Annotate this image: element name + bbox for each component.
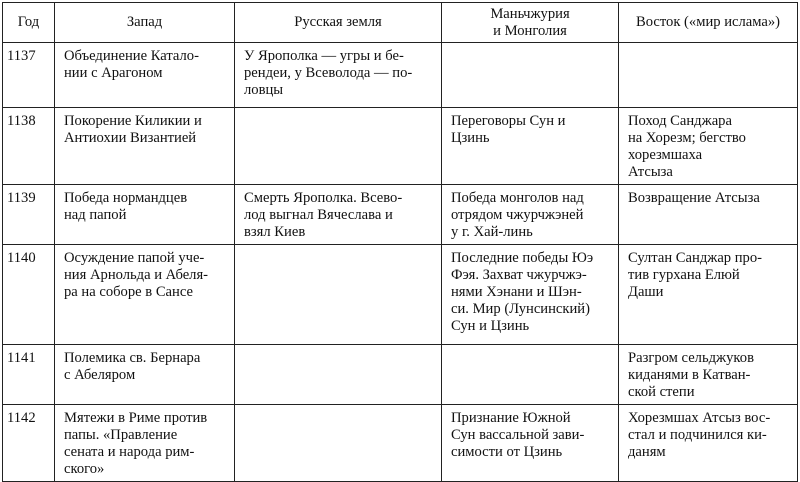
cell-west: Покорение Киликии и Антиохии Византией xyxy=(55,108,235,185)
cell-mongolia: Победа монголов над отрядом чжурчжэней у г. Хай-линь xyxy=(442,185,619,245)
cell-year: 1139 xyxy=(3,185,55,245)
header-row xyxy=(3,3,798,43)
cell-east: Хорезмшах Атсыз вос- стал и подчинился ки- даням xyxy=(619,405,798,482)
header-rus: Русская земля xyxy=(235,3,442,43)
cell-west: Победа нормандцев над папой xyxy=(55,185,235,245)
header-mongolia: Маньчжурия и Монголия xyxy=(442,3,619,43)
cell-mongolia xyxy=(442,345,619,405)
cell-year: 1142 xyxy=(3,405,55,482)
cell-year: 1141 xyxy=(3,345,55,405)
cell-east: Поход Санджара на Хорезм; бегство хорезмшаха Атсыза xyxy=(619,108,798,185)
chronology-table xyxy=(2,2,798,482)
header-west: Запад xyxy=(55,3,235,43)
cell-rus: У Ярополка — угры и бе- рендеи, у Всеволода — по- ловцы xyxy=(235,43,442,108)
cell-year: 1138 xyxy=(3,108,55,185)
cell-rus: Смерть Ярополка. Всево- лод выгнал Вячеслава и взял Киев xyxy=(235,185,442,245)
cell-east xyxy=(619,43,798,108)
cell-rus xyxy=(235,405,442,482)
table-row xyxy=(3,43,798,108)
cell-west: Мятежи в Риме против папы. «Правление сената и народа рим- ского» xyxy=(55,405,235,482)
cell-mongolia: Последние победы Юэ Фэя. Захват чжурчжэ- нями Хэнани и Шэн- си. Мир (Лунсинский) Сун и Цзинь xyxy=(442,245,619,345)
cell-east: Разгром сельджуков киданями в Катван- ской степи xyxy=(619,345,798,405)
table-row xyxy=(3,405,798,482)
cell-east: Возвращение Атсыза xyxy=(619,185,798,245)
table-row xyxy=(3,345,798,405)
cell-rus xyxy=(235,108,442,185)
cell-mongolia: Переговоры Сун и Цзинь xyxy=(442,108,619,185)
cell-mongolia: Признание Южной Сун вассальной зави- симости от Цзинь xyxy=(442,405,619,482)
cell-rus xyxy=(235,245,442,345)
cell-mongolia xyxy=(442,43,619,108)
cell-year: 1140 xyxy=(3,245,55,345)
table-row xyxy=(3,245,798,345)
table-row xyxy=(3,108,798,185)
table-row xyxy=(3,185,798,245)
cell-west: Полемика св. Бернара с Абеляром xyxy=(55,345,235,405)
cell-year: 1137 xyxy=(3,43,55,108)
cell-east: Султан Санджар про- тив гурхана Елюй Даши xyxy=(619,245,798,345)
cell-rus xyxy=(235,345,442,405)
cell-west: Осуждение папой уче- ния Арнольда и Абеля- ра на соборе в Сансе xyxy=(55,245,235,345)
header-east: Восток («мир ислама») xyxy=(619,3,798,43)
header-year: Год xyxy=(3,3,55,43)
cell-west: Объединение Катало- нии с Арагоном xyxy=(55,43,235,108)
